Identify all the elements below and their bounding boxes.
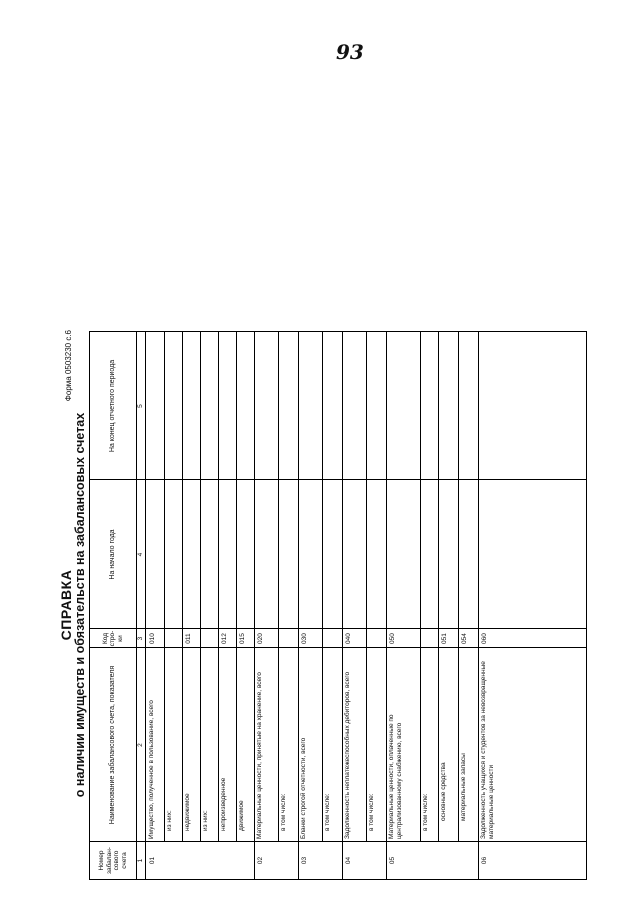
column-number-2: 2 [137, 743, 144, 747]
header-end-of-period: На конец отчетного периода [109, 359, 117, 453]
table-grid-line [342, 332, 343, 879]
table-grid-line [182, 332, 183, 842]
table-grid-line [420, 332, 421, 842]
table-grid-line [90, 479, 586, 480]
row-indicator-name: Бланки строгой отчетности, всего [300, 737, 307, 839]
row-account-no: 06 [481, 856, 488, 865]
table-grid-line [90, 841, 586, 842]
form-sheet [58, 330, 588, 880]
table-grid-line [90, 647, 586, 648]
table-grid-line [164, 332, 165, 842]
header-line-code: Код стро-ки [101, 630, 124, 647]
row-account-no: 02 [257, 856, 264, 865]
table-grid-line [278, 332, 279, 842]
row-indicator-name: Задолженность учащихся и студентов за невозвращенные материальные ценности [480, 661, 495, 839]
table-grid-line [254, 332, 255, 879]
table-grid-line [458, 332, 459, 842]
header-account-no: Номер забалан-сового счета [98, 847, 128, 874]
table-grid-line [298, 332, 299, 879]
row-indicator-name: Задолженность неплатежеспособных дебиторов, всего [344, 671, 351, 839]
table-grid-line [90, 628, 586, 629]
column-number-5: 5 [137, 404, 144, 408]
row-line-code: 030 [301, 633, 308, 644]
row-indicator-name: материальные запасы [460, 753, 467, 821]
row-indicator-name: в том числе: [368, 793, 375, 831]
table-grid-line [218, 332, 219, 842]
row-indicator-name: в том числе: [280, 793, 287, 831]
row-line-code: 015 [239, 633, 246, 644]
row-line-code: 050 [389, 633, 396, 644]
row-line-code: 060 [481, 633, 488, 644]
row-line-code: 040 [345, 633, 352, 644]
row-indicator-name: Имущество, полученное в пользование, всего [148, 700, 155, 839]
row-line-code: 011 [185, 633, 192, 644]
table-grid-line [366, 332, 367, 842]
form-code: Форма 0503230 с.6 [64, 330, 73, 402]
row-line-code: 051 [441, 633, 448, 644]
table-grid-line [145, 332, 146, 879]
table-grid-line [200, 332, 201, 842]
row-indicator-name: основные средства [440, 762, 447, 821]
balance-table [89, 331, 587, 880]
column-number-4: 4 [137, 552, 144, 557]
row-indicator-name: в том числе: [422, 793, 429, 831]
row-account-no: 04 [345, 856, 352, 865]
table-grid-line [236, 332, 237, 842]
row-indicator-name: из них: [202, 810, 209, 831]
row-line-code: 012 [221, 633, 228, 644]
table-grid-line [136, 332, 137, 879]
row-line-code: 054 [461, 633, 468, 644]
row-indicator-name: в том числе: [324, 793, 331, 831]
row-account-no: 03 [301, 856, 308, 865]
table-grid-line [322, 332, 323, 842]
row-account-no: 05 [389, 856, 396, 865]
column-number-3: 3 [137, 636, 144, 641]
row-indicator-name: из них: [166, 810, 173, 831]
row-line-code: 010 [149, 633, 156, 644]
table-grid-line [386, 332, 387, 879]
row-indicator-name: непроизведенное [220, 777, 227, 831]
table-grid-line [478, 332, 479, 879]
row-indicator-name: Материальные ценности, принятые на хранение, всего [256, 672, 263, 839]
document-subtitle: о наличии имуществ и обязательств на забалансовых счетах [73, 412, 87, 798]
row-indicator-name: движимое [238, 800, 245, 831]
row-account-no: 01 [149, 856, 156, 865]
table-grid-line [438, 332, 439, 842]
header-indicator-name: Наименование забалансового счета, показателя [109, 665, 117, 825]
document-title: СПРАВКА [58, 569, 74, 641]
row-indicator-name: Материальные ценности, оплаченные по централизованному снабжению, всего [388, 714, 403, 839]
row-indicator-name: недвижимое [184, 793, 191, 831]
row-line-code: 020 [257, 633, 264, 644]
header-start-of-year: На начало года [109, 529, 117, 580]
column-number-1: 1 [137, 858, 144, 863]
page-number: 93 [336, 40, 364, 64]
